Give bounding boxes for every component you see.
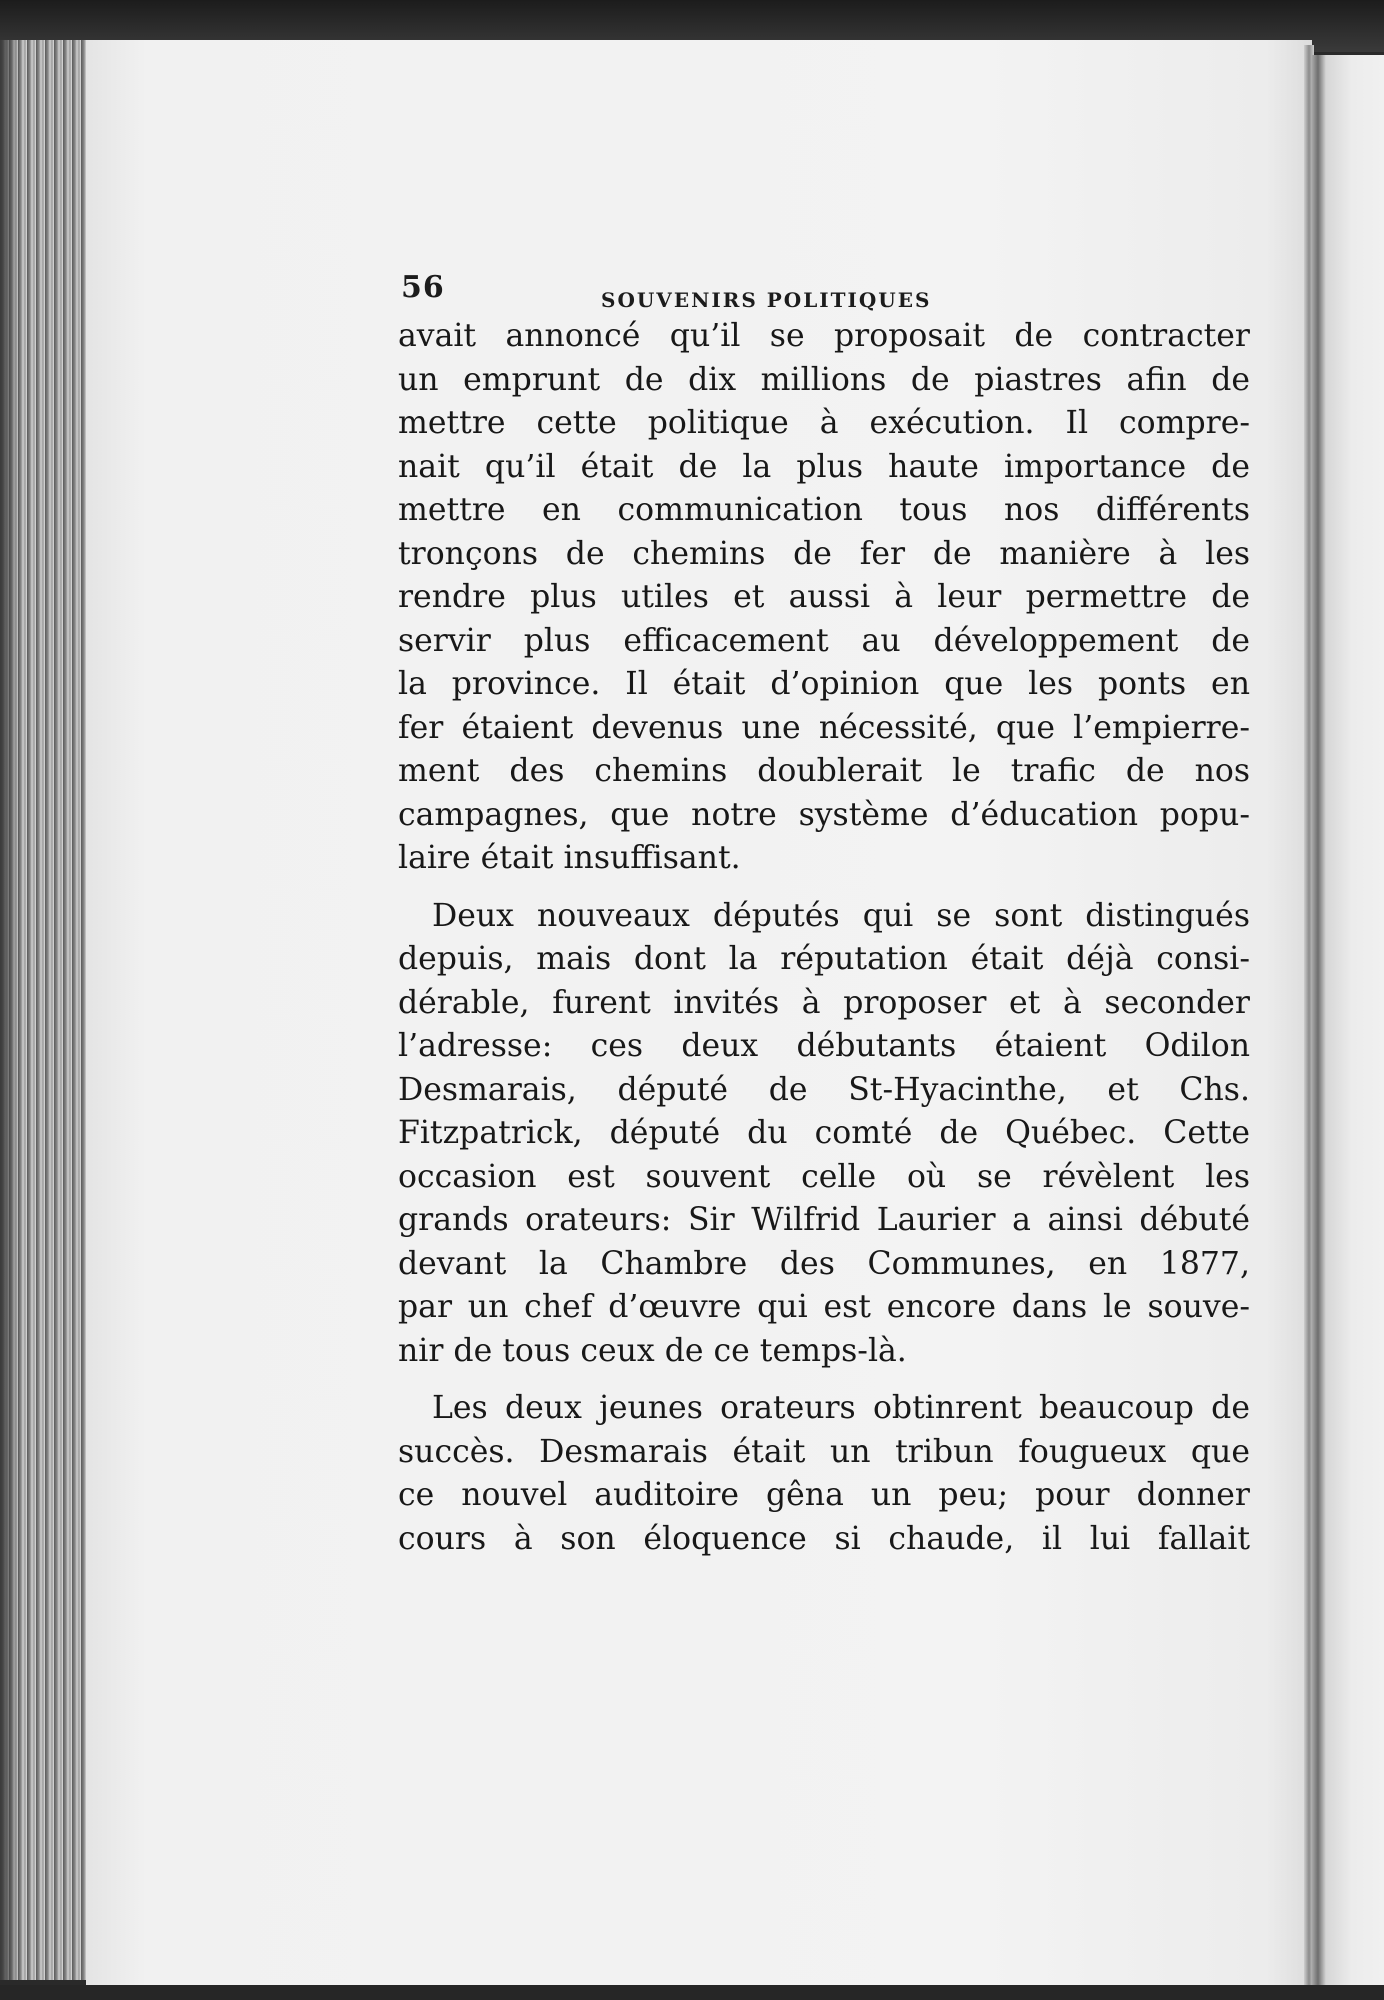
- text-line: dérable, furent invités à proposer et à seconder: [398, 984, 1250, 1021]
- text-line: servir plus efficacement au développement de: [398, 622, 1250, 659]
- text-line: mettre en communication tous nos différents: [398, 492, 1250, 528]
- body-text: [398, 315, 1250, 1561]
- text-line: devant la Chambre des Communes, en 1877,: [398, 1245, 1250, 1282]
- text-line: tronçons de chemins de fer de manière à les: [398, 535, 1250, 572]
- text-line: Fitzpatrick, député du comté de Québec. Cette: [398, 1115, 1250, 1151]
- text-line: Les deux jeunes orateurs obtinrent beaucoup de: [432, 1390, 1250, 1426]
- page-number: 56: [401, 270, 445, 305]
- text-line: mettre cette politique à exécution. Il compre-: [398, 405, 1250, 441]
- text-line: avait annoncé qu’il se proposait de contracter: [398, 318, 1250, 354]
- text-line: nir de tous ceux de ce temps-là.: [398, 1332, 907, 1369]
- scanner-background-bottom: [0, 1985, 1384, 2000]
- text-line: fer étaient devenus une nécessité, que l’empierre-: [398, 709, 1250, 746]
- facing-page-edge: [1312, 55, 1384, 1985]
- text-line: depuis, mais dont la réputation était déjà consi-: [398, 941, 1250, 977]
- paragraph-3: [398, 1387, 1250, 1561]
- text-line: laire était insuffisant.: [398, 840, 741, 876]
- text-line: occasion est souvent celle où se révèlent les: [398, 1158, 1250, 1195]
- text-line: l’adresse: ces deux débutants étaient Odilon: [398, 1028, 1250, 1064]
- running-header: [86, 270, 1312, 314]
- text-line: par un chef d’œuvre qui est encore dans le souve-: [398, 1289, 1250, 1325]
- text-line: ment des chemins doublerait le trafic de nos: [398, 753, 1250, 789]
- book-page: [86, 40, 1312, 1985]
- text-line: nait qu’il était de la plus haute importance de: [398, 448, 1250, 485]
- text-line: campagnes, que notre système d’éducation popu-: [398, 796, 1250, 833]
- book-page-edges: [0, 40, 90, 1980]
- text-line: cours à son éloquence si chaude, il lui fallait: [398, 1520, 1250, 1557]
- running-title: SOUVENIRS POLITIQUES: [601, 288, 932, 312]
- text-line: Deux nouveaux députés qui se sont distingués: [432, 897, 1250, 934]
- text-line: Desmarais, député de St-Hyacinthe, et Chs.: [398, 1071, 1250, 1108]
- text-line: succès. Desmarais était un tribun fougueux que: [398, 1433, 1250, 1470]
- paragraph-2: [398, 895, 1250, 1374]
- paragraph-1: [398, 315, 1250, 881]
- text-line: ce nouvel auditoire gêna un peu; pour donner: [398, 1477, 1250, 1513]
- text-line: grands orateurs: Sir Wilfrid Laurier a ainsi débuté: [398, 1202, 1250, 1238]
- text-line: un emprunt de dix millions de piastres afin de: [398, 361, 1250, 398]
- text-line: la province. Il était d’opinion que les ponts en: [398, 666, 1250, 702]
- text-line: rendre plus utiles et aussi à leur permettre de: [398, 579, 1250, 615]
